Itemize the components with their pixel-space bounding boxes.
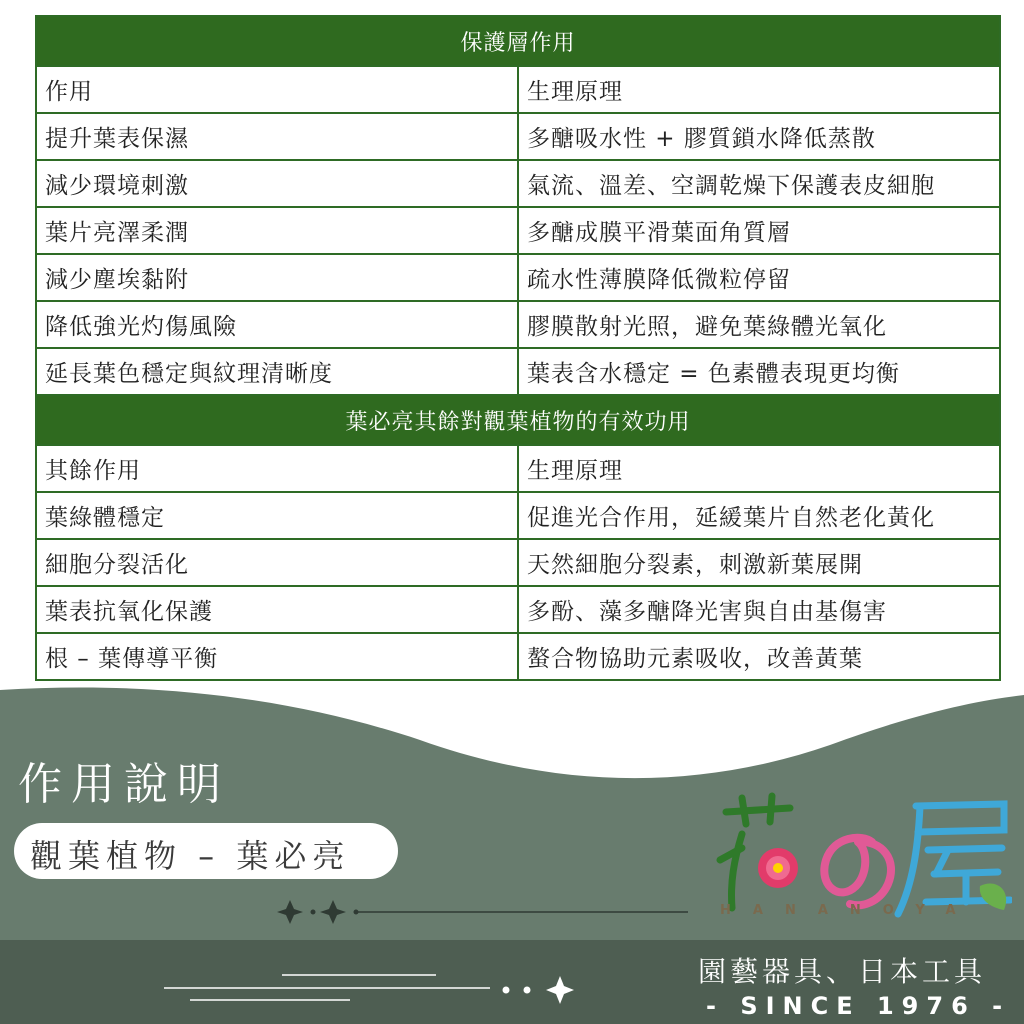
principle-cell: 葉表含水穩定 = 色素體表現更均衡: [518, 348, 1000, 395]
column-header: 生理原理: [518, 445, 1000, 492]
flower-icon: [758, 848, 798, 888]
since-text: - SINCE 1976 -: [706, 992, 1011, 1020]
effect-cell: 降低強光灼傷風險: [36, 301, 518, 348]
principle-cell: 促進光合作用，延緩葉片自然老化黃化: [518, 492, 1000, 539]
section-title: 保護層作用: [36, 16, 1000, 66]
footer-title: 作用說明: [18, 759, 230, 810]
effect-cell: 根 – 葉傳導平衡: [36, 633, 518, 680]
column-header: 作用: [36, 66, 518, 113]
effect-cell: 提升葉表保濕: [36, 113, 518, 160]
effect-cell: 延長葉色穩定與紋理清晰度: [36, 348, 518, 395]
column-header: 生理原理: [518, 66, 1000, 113]
principle-cell: 螯合物協助元素吸收，改善黃葉: [518, 633, 1000, 680]
principle-cell: 天然細胞分裂素，刺激新葉展開: [518, 539, 1000, 586]
logo-romaji: HANANOYA: [720, 903, 978, 918]
subtitle-pill: [14, 823, 398, 879]
principle-cell: 多醣吸水性 + 膠質鎖水降低蒸散: [518, 113, 1000, 160]
effect-cell: 葉片亮澤柔潤: [36, 207, 518, 254]
principle-cell: 氣流、溫差、空調乾燥下保護表皮細胞: [518, 160, 1000, 207]
logo-no-glyph: [824, 838, 891, 905]
effect-cell: 葉綠體穩定: [36, 492, 518, 539]
subtitle-text: 觀葉植物 – 葉必亮: [30, 837, 351, 875]
effect-cell: 細胞分裂活化: [36, 539, 518, 586]
principle-cell: 多酚、藻多醣降光害與自由基傷害: [518, 586, 1000, 633]
column-header: 其餘作用: [36, 445, 518, 492]
principle-cell: 疏水性薄膜降低微粒停留: [518, 254, 1000, 301]
principle-cell: 膠膜散射光照，避免葉綠體光氧化: [518, 301, 1000, 348]
effect-cell: 減少塵埃黏附: [36, 254, 518, 301]
section-title: 葉必亮其餘對觀葉植物的有效功用: [36, 395, 1000, 445]
principle-cell: 多醣成膜平滑葉面角質層: [518, 207, 1000, 254]
effect-cell: 葉表抗氧化保護: [36, 586, 518, 633]
tagline: 園藝器具、日本工具: [698, 955, 987, 988]
effect-cell: 減少環境刺激: [36, 160, 518, 207]
leaf-icon: [980, 883, 1006, 910]
